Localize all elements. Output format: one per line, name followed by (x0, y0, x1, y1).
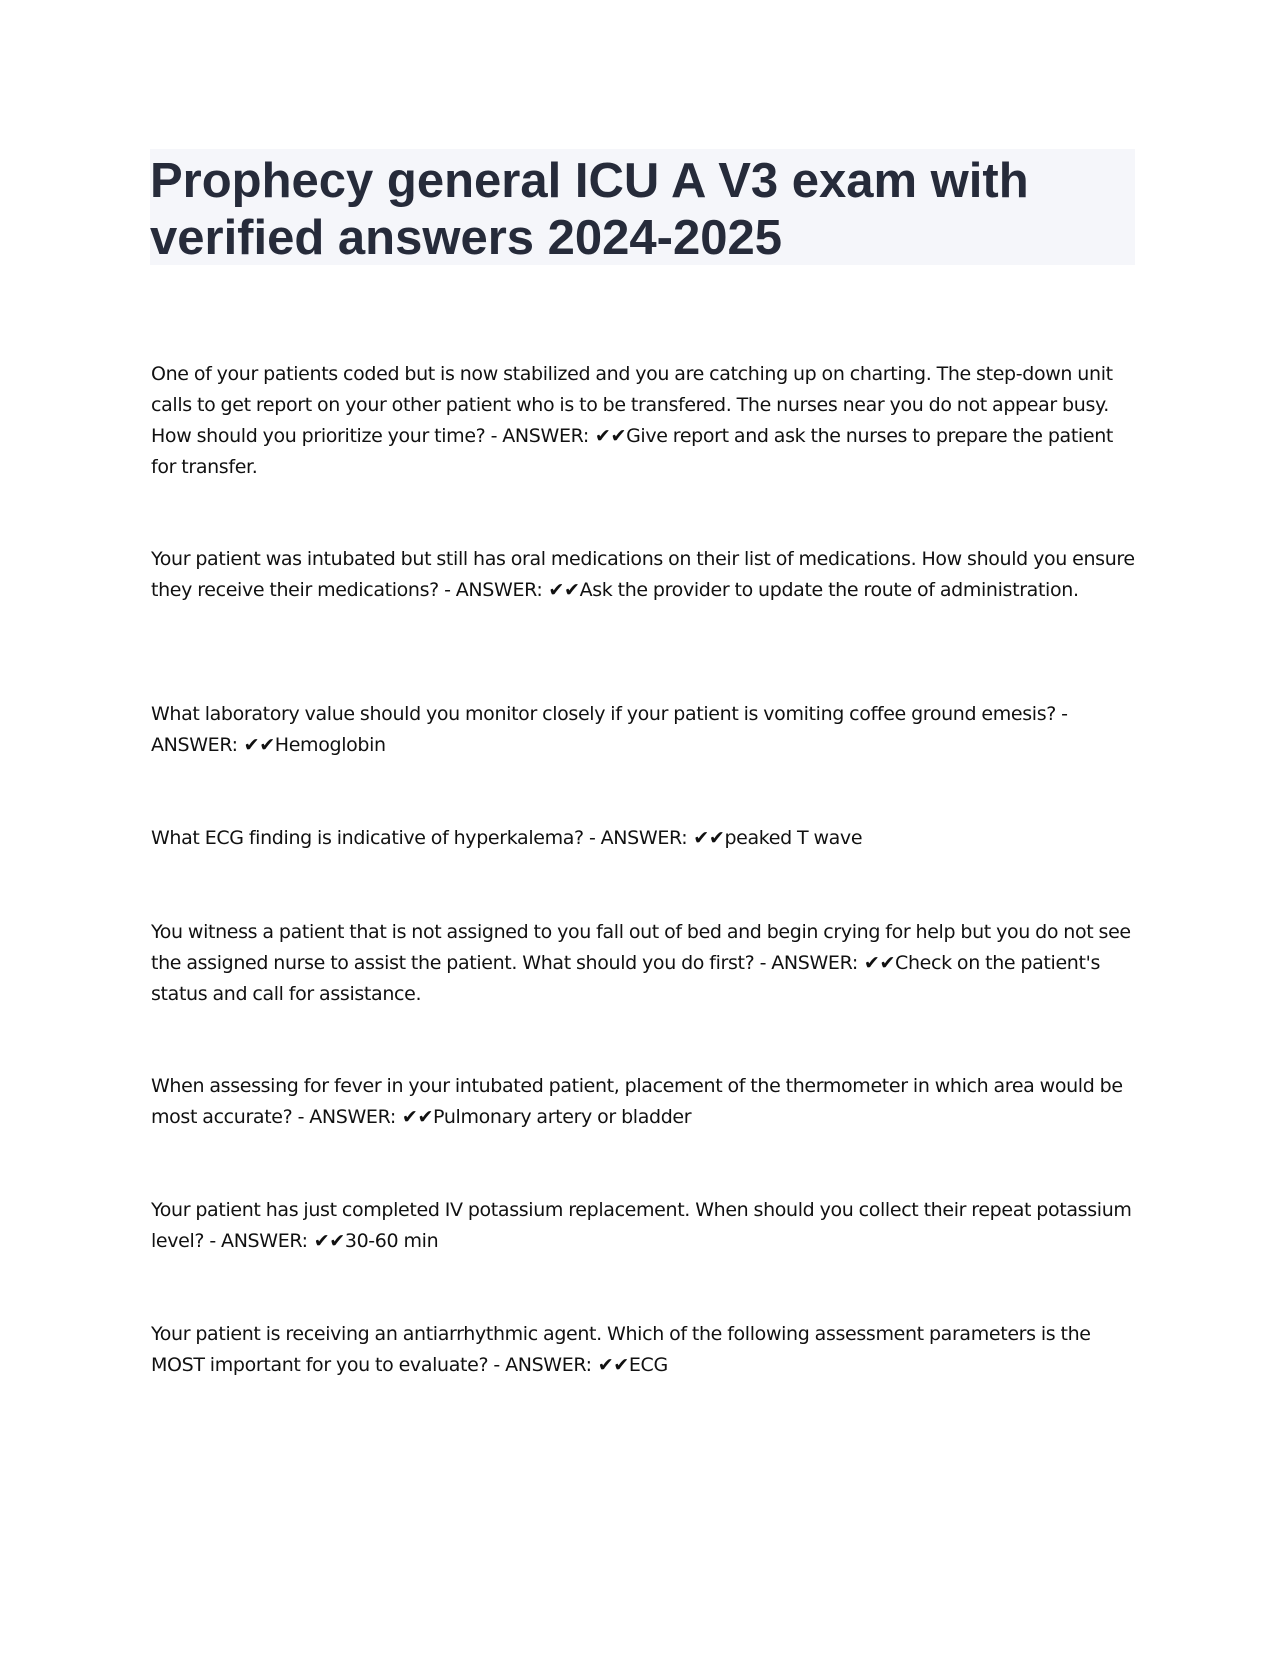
question-text: Your patient was intubated but still has oral medications on their list of medications. How should you ensure they receive their medications? - ANSWER: (151, 548, 1135, 601)
question-text: What laboratory value should you monitor closely if your patient is vomiting coffee ground emesis? - ANSWER: (151, 703, 1068, 756)
question-text: You witness a patient that is not assigned to you fall out of bed and begin crying for help but you do not see the assigned nurse to assist the patient. What should you do first? - ANSWER: (151, 921, 1131, 974)
check-mark-icon: ✔✔ (594, 425, 627, 447)
answer-text: peaked T wave (724, 827, 863, 849)
check-mark-icon: ✔✔ (243, 734, 275, 756)
qa-item (151, 1071, 1141, 1133)
check-mark-icon: ✔✔ (313, 1230, 345, 1252)
check-mark-icon: ✔✔ (863, 952, 896, 974)
qa-item (151, 823, 1141, 854)
qa-item (151, 359, 1141, 483)
check-mark-icon: ✔✔ (597, 1354, 629, 1376)
question-text: Your patient is receiving an antiarrhythmic agent. Which of the following assessment parameters is the MOST important for you to evaluate? - ANSWER: (151, 1323, 1091, 1376)
qa-item (151, 917, 1141, 1010)
answer-text: ECG (628, 1354, 668, 1376)
qa-item (151, 699, 1141, 761)
question-text: Your patient has just completed IV potassium replacement. When should you collect their repeat potassium level? - ANSWER: (151, 1199, 1132, 1252)
question-text: When assessing for fever in your intubated patient, placement of the thermometer in which area would be most accurate? - ANSWER: (151, 1075, 1123, 1128)
answer-text: Check on the patient's status and call for assistance. (151, 952, 1100, 1005)
document-title: Prophecy general ICU A V3 exam with verified answers 2024-2025 (150, 154, 1029, 265)
check-mark-icon: ✔✔ (401, 1106, 434, 1128)
answer-text: Give report and ask the nurses to prepare the patient for transfer. (151, 425, 1113, 478)
title-banner (150, 149, 1135, 265)
qa-item (151, 1319, 1141, 1381)
answer-text: 30-60 min (344, 1230, 439, 1252)
question-text: What ECG finding is indicative of hyperkalema? - ANSWER: (151, 827, 688, 849)
question-text: One of your patients coded but is now stabilized and you are catching up on charting. The step-down unit calls to get report on your other patient who is to be transfered. The nurses near you do not appear busy. How should you prioritize your time? - ANSWER: (151, 363, 1113, 447)
answer-text: Pulmonary artery or bladder (433, 1106, 692, 1128)
check-mark-icon: ✔✔ (548, 579, 580, 601)
qa-item (151, 1195, 1141, 1257)
check-mark-icon: ✔✔ (693, 827, 725, 849)
qa-item (151, 544, 1141, 606)
answer-text: Ask the provider to update the route of administration. (579, 579, 1079, 601)
answer-text: Hemoglobin (274, 734, 386, 756)
